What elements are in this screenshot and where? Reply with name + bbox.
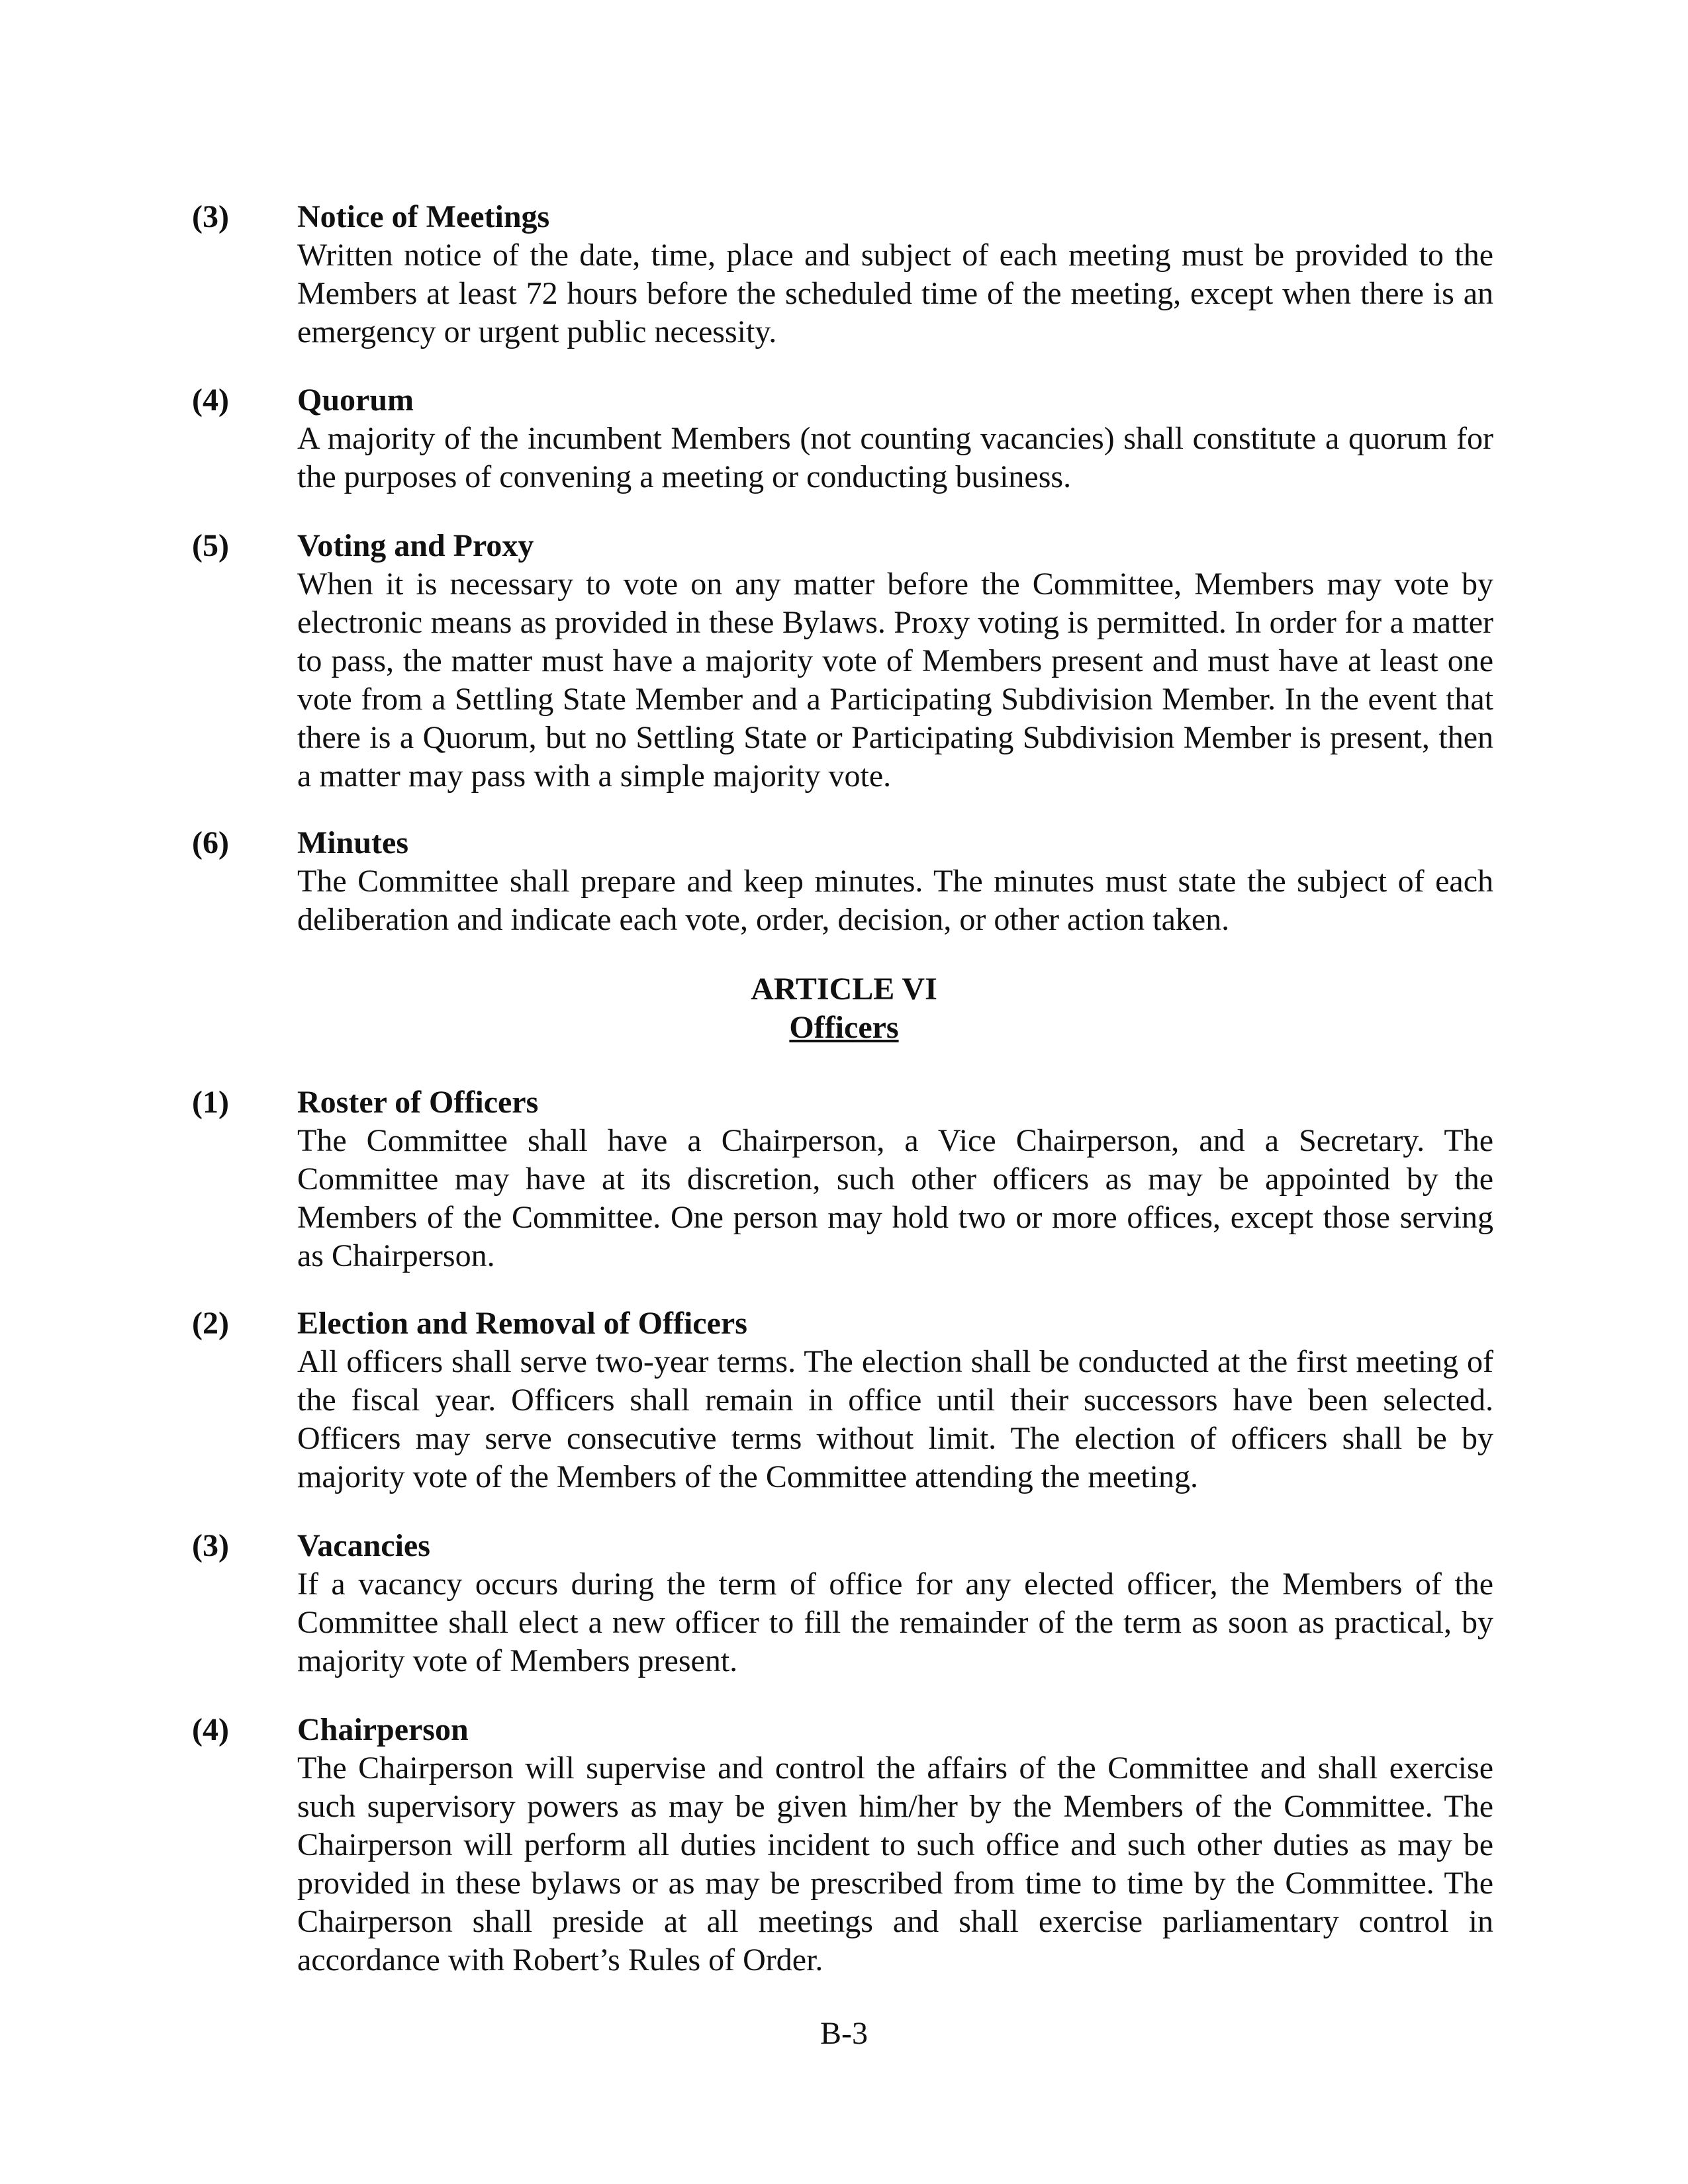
section-title: Roster of Officers xyxy=(297,1085,539,1120)
section-number: (3) xyxy=(192,1528,229,1563)
section-number: (6) xyxy=(192,825,229,860)
section-title: Voting and Proxy xyxy=(297,528,534,563)
section-body: Written notice of the date, time, place and subject of each meeting must be provided to the Members at least 72 hours before the scheduled time of the meeting, except when there is an emergency or urgent public necessity. xyxy=(297,238,1493,349)
section-title: Election and Removal of Officers xyxy=(297,1306,747,1341)
section-heading xyxy=(192,1711,1493,1749)
section-title: Minutes xyxy=(297,825,408,860)
section-heading xyxy=(192,381,1493,420)
section-body: The Committee shall prepare and keep minutes. The minutes must state the subject of each deliberation and indicate each vote, order, decision, or other action taken. xyxy=(297,864,1493,937)
section-quorum xyxy=(192,381,1493,496)
section-number: (4) xyxy=(192,383,229,418)
section-heading xyxy=(192,1083,1493,1122)
section-body: All officers shall serve two-year terms. The election shall be conducted at the first meeting of the fiscal year. Officers shall remain in office until their successors have been selected. Officers may serve consecutive terms without limit. The election of officers shall be by majority vote of the Members of the Committee attending the meeting. xyxy=(297,1344,1493,1494)
section-chairperson xyxy=(192,1711,1493,1979)
section-title: Notice of Meetings xyxy=(297,199,550,234)
article-heading: ARTICLE VI xyxy=(751,972,937,1007)
section-body: A majority of the incumbent Members (not counting vacancies) shall constitute a quorum for the purposes of convening a meeting or conducting business. xyxy=(297,421,1493,494)
section-vacancies xyxy=(192,1527,1493,1680)
article-subheading xyxy=(0,1009,1688,1047)
section-voting-and-proxy xyxy=(192,527,1493,796)
section-body: The Committee shall have a Chairperson, a Vice Chairperson, and a Secretary. The Committee may have at its discretion, such other officers as may be appointed by the Members of the Committee. One person may hold two or more offices, except those serving as Chairperson. xyxy=(297,1123,1493,1273)
section-body: The Chairperson will supervise and control the affairs of the Committee and shall exercise such supervisory powers as may be given him/her by the Members of the Committee. The Chairperson will perform all duties incident to such office and such other duties as may be provided in these bylaws or as may be prescribed from time to time by the Committee. The Chairperson shall preside at all meetings and shall exercise parliamentary control in accordance with Robert’s Rules of Order. xyxy=(297,1751,1493,1978)
section-number: (2) xyxy=(192,1306,229,1341)
section-election-and-removal xyxy=(192,1304,1493,1496)
section-heading xyxy=(192,527,1493,565)
section-title: Chairperson xyxy=(297,1712,469,1747)
section-number: (1) xyxy=(192,1085,229,1120)
section-title: Quorum xyxy=(297,383,414,418)
page-number: B-3 xyxy=(820,2016,868,2051)
section-number: (4) xyxy=(192,1712,229,1747)
section-heading xyxy=(192,198,1493,236)
section-minutes xyxy=(192,824,1493,939)
section-title: Vacancies xyxy=(297,1528,430,1563)
section-body: If a vacancy occurs during the term of office for any elected officer, the Members of the Committee shall elect a new officer to fill the remainder of the term as soon as practical, by majority vote of Members present. xyxy=(297,1567,1493,1678)
section-heading xyxy=(192,1527,1493,1565)
section-number: (5) xyxy=(192,528,229,563)
section-body: When it is necessary to vote on any matter before the Committee, Members may vote by electronic means as provided in these Bylaws. Proxy voting is permitted. In order for a matter to pass, the matter must have a majority vote of Members present and must have at least one vote from a Settling State Member and a Participating Subdivision Member. In the event that there is a Quorum, but no Settling State or Participating Subdivision Member is present, then a matter may pass with a simple majority vote. xyxy=(297,567,1493,794)
article-subheading-text: Officers xyxy=(789,1010,899,1045)
section-heading xyxy=(192,1304,1493,1343)
section-number: (3) xyxy=(192,199,229,234)
section-notice-of-meetings xyxy=(192,198,1493,351)
section-roster-of-officers xyxy=(192,1083,1493,1275)
section-heading xyxy=(192,824,1493,862)
